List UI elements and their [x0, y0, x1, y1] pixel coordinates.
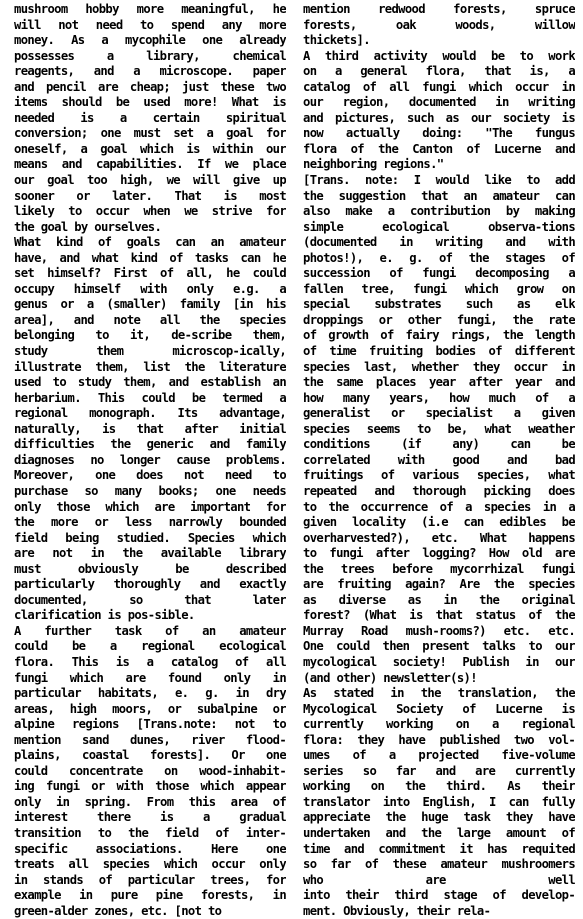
text-line: set himself? First of all, he could — [14, 266, 286, 281]
text-line: of growth of fairy rings, the length — [303, 328, 575, 343]
text-line: belonging to it, de-scribe them, — [14, 328, 286, 343]
text-line: umes of a projected five-volume — [303, 748, 575, 763]
text-line: ment. Obviously, their rela- — [303, 903, 491, 918]
text-line: species seems to be, what weather — [303, 421, 575, 436]
text-line: mention sand dunes, river flood- — [14, 732, 286, 747]
text-line: study them microscop-ically, — [14, 344, 286, 359]
text-line: also make a contribution by making — [303, 204, 575, 219]
text-line: the trees before mycorrhizal fungi — [303, 561, 575, 576]
text-line: purchase so many books; one needs — [14, 483, 286, 498]
text-line: clarification is pos-sible. — [14, 608, 195, 623]
left-text-column — [14, 2, 286, 919]
text-line: will not need to spend any more — [14, 17, 286, 32]
text-line: working on the third. As their — [303, 779, 575, 794]
text-line: correlated with good and bad — [303, 452, 575, 467]
text-line: so far of these amateur mushroomers — [303, 857, 575, 872]
text-line: Mycological Society of Lucerne is — [303, 701, 575, 716]
text-line: could be a regional ecological — [14, 639, 286, 654]
text-line: on a general flora, that is, a — [303, 64, 575, 79]
text-line: are not in the available library — [14, 546, 286, 561]
text-line: the more or less narrowly bounded — [14, 515, 286, 530]
text-line: in stands of particular trees, for — [14, 872, 286, 887]
text-line: As stated in the translation, the — [303, 686, 575, 701]
text-line: Moreover, one does not need to — [14, 468, 286, 483]
text-line: only in spring. From this area of — [14, 794, 286, 809]
text-line: simple ecological observa-tions — [303, 219, 575, 234]
text-line: conversion; one must set a goal for — [14, 126, 286, 141]
text-line: alpine regions [Trans.note: not to — [14, 717, 286, 732]
text-line: our region, documented in writing — [303, 95, 575, 110]
text-line: mention redwood forests, spruce — [303, 2, 575, 16]
text-line: area], and note all the species — [14, 312, 286, 327]
text-line: to the occurrence of a species in a — [303, 499, 575, 514]
text-line: One could then present talks to our — [303, 639, 575, 654]
text-line: mycological society! Publish in our — [303, 654, 575, 669]
text-line: treats all species which occur only — [14, 857, 286, 872]
text-line: diagnoses no longer cause problems. — [14, 452, 286, 467]
text-line: conditions (if any) can be — [303, 437, 575, 452]
text-line: (documented in writing and with — [303, 235, 575, 250]
text-line: currently working on a regional — [303, 717, 575, 732]
text-line: to fungi after logging? How old are — [303, 546, 575, 561]
text-line: neighboring regions." — [303, 157, 444, 172]
text-line: the suggestion that an amateur can — [303, 188, 575, 203]
text-line: reagents, and a microscope. paper — [14, 64, 286, 79]
text-line: used to study them, and establish an — [14, 375, 286, 390]
text-line: green-alder zones, etc. [not to — [14, 903, 222, 918]
text-line: species last, whether they occur in — [303, 359, 575, 374]
text-line: regional monograph. Its advantage, — [14, 406, 286, 421]
text-line: series so far and are currently — [303, 763, 575, 778]
text-line: Murray Road mush-rooms?) etc. etc. — [303, 623, 575, 638]
text-line: interest there is a gradual — [14, 810, 286, 825]
text-line: possesses a library, chemical — [14, 48, 286, 63]
text-line: repeated and thorough picking does — [303, 483, 575, 498]
text-line: thickets]. — [303, 33, 370, 48]
text-line: our goal too high, we will give up — [14, 173, 286, 188]
text-line: undertaken and the large amount of — [303, 825, 575, 840]
text-line: given locality (i.e can edibles be — [303, 515, 575, 530]
text-line: plains, coastal forests]. Or one — [14, 748, 286, 763]
text-line: particularly thoroughly and exactly — [14, 577, 286, 592]
text-line: forest? (What is that status of the — [303, 608, 575, 623]
text-line: difficulties the generic and family — [14, 437, 286, 452]
text-line: (and other) newsletter(s)! — [303, 670, 477, 685]
text-line: documented, so that later — [14, 592, 286, 607]
text-line: mushroom hobby more meaningful, he — [14, 2, 286, 16]
text-line: flora. This is a catalog of all — [14, 654, 286, 669]
text-line: oneself, a goal which is within our — [14, 141, 286, 156]
text-line: particular habitats, e. g. in dry — [14, 686, 286, 701]
text-line: A third activity would be to work — [303, 48, 575, 63]
text-line: ing fungi or with those which appear — [14, 779, 286, 794]
text-line: now actually doing: "The fungus — [303, 126, 575, 141]
text-line: how many years, how much of a — [303, 390, 575, 405]
text-line: of time fruiting bodies of different — [303, 344, 575, 359]
text-line: genus or a (smaller) family [in his — [14, 297, 286, 312]
text-line: naturally, is that after initial — [14, 421, 286, 436]
text-line: What kind of goals can an amateur — [14, 235, 286, 250]
text-line: droppings or other fungi, the rate — [303, 312, 575, 327]
text-line: flora: they have published two vol- — [303, 732, 575, 747]
text-line: generalist or specialist a given — [303, 406, 575, 421]
text-line: and pictures, such as our society is — [303, 110, 575, 125]
text-line: fungi which are found only in — [14, 670, 286, 685]
text-line: into their third stage of develop- — [303, 888, 575, 903]
text-line: time and commitment it has requited — [303, 841, 575, 856]
text-line: specific associations. Here one — [14, 841, 286, 856]
text-line: areas, high moors, or subalpine or — [14, 701, 286, 716]
text-line: must obviously be described — [14, 561, 286, 576]
text-line: sooner or later. That is most — [14, 188, 286, 203]
text-line: could concentrate on wood-inhabit- — [14, 763, 286, 778]
text-line: as diverse as in the original — [303, 592, 575, 607]
text-line: the same places year after year and — [303, 375, 575, 390]
right-text-column — [303, 2, 575, 919]
text-line: photos!), e. g. of the stages of — [303, 250, 575, 265]
text-line: illustrate them, list the literature — [14, 359, 286, 374]
text-line: appreciate the huge task they have — [303, 810, 575, 825]
text-line: likely to occur when we strive for — [14, 204, 286, 219]
text-line: example in pure pine forests, in — [14, 888, 286, 903]
text-line: needed is a certain spiritual — [14, 110, 286, 125]
text-line: succession of fungi decomposing a — [303, 266, 575, 281]
text-line: have, and what kind of tasks can he — [14, 250, 286, 265]
text-line: overharvested?), etc. What happens — [303, 530, 575, 545]
text-line: are fruiting again? Are the species — [303, 577, 575, 592]
text-line: herbarium. This could be termed a — [14, 390, 286, 405]
text-line: special substrates such as elk — [303, 297, 575, 312]
text-line: fruitings of various species, what — [303, 468, 575, 483]
text-line: money. As a mycophile one already — [14, 33, 286, 48]
text-line: the goal by ourselves. — [14, 219, 162, 234]
text-line: only those which are important for — [14, 499, 286, 514]
text-line: field being studied. Species which — [14, 530, 286, 545]
text-line: A further task of an amateur — [14, 623, 286, 638]
text-line: catalog of all fungi which occur in — [303, 79, 575, 94]
text-line: flora of the Canton of Lucerne and — [303, 141, 575, 156]
text-line: means and capabilities. If we place — [14, 157, 286, 172]
text-line: and pencil are cheap; just these two — [14, 79, 286, 94]
text-line: who are well — [303, 872, 575, 887]
text-line: transition to the field of inter- — [14, 825, 286, 840]
text-line: [Trans. note: I would like to add — [303, 173, 575, 188]
text-line: fallen tree, fungi which grow on — [303, 281, 575, 296]
text-line: translator into English, I can fully — [303, 794, 575, 809]
text-line: occupy himself with only e.g. a — [14, 281, 286, 296]
text-line: forests, oak woods, willow — [303, 17, 575, 32]
text-line: items should be used more! What is — [14, 95, 286, 110]
